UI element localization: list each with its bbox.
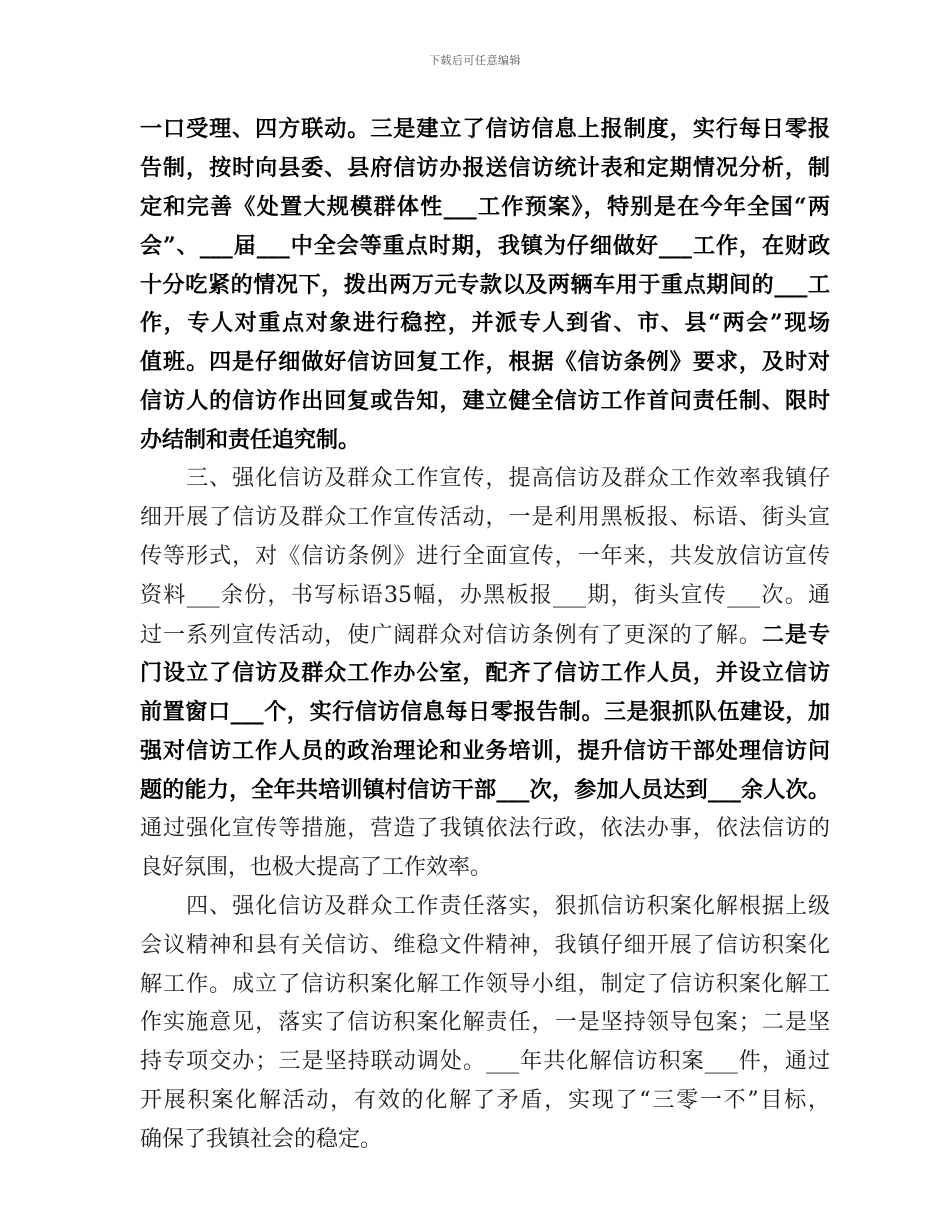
text-line: 持专项交办；三是坚持联动调处。___年共化解信访积案___件，通过 [140, 1049, 830, 1075]
document-body [140, 110, 830, 1160]
text-line: 解工作。成立了信访积案化解工作领导小组，制定了信访积案化解工 [140, 971, 830, 997]
text-line: 信访人的信访作出回复或告知，建立健全信访工作首问责任制、限时 [140, 388, 830, 415]
text-line: 确保了我镇社会的稳定。 [140, 1127, 383, 1153]
text-line: 细开展了信访及群众工作宣传活动，一是利用黑板报、标语、街头宣 [140, 504, 830, 530]
text-line: 通过强化宣传等措施，营造了我镇依法行政，依法办事，依法信访的 [140, 816, 830, 842]
text-line: 四、强化信访及群众工作责任落实，狠抓信访积案化解根据上级 [140, 893, 830, 919]
text-line [140, 616, 830, 655]
text-segment: 二是专 [761, 621, 830, 648]
text-line: 定和完善《处置大规模群体性___工作预案》，特别是在今年全国“两 [140, 193, 830, 220]
text-line: 传等形式，对《信访条例》进行全面宣传，一年来，共发放信访宣传 [140, 543, 830, 569]
text-line: 资料___余份，书写标语35幅，办黑板报___期，街头宣传___次。通 [140, 582, 830, 608]
text-line: 三、强化信访及群众工作宣传，提高信访及群众工作效率我镇仔 [140, 466, 830, 492]
page-header-note: 下载后可任意编辑 [429, 54, 521, 67]
text-line: 作，专人对重点对象进行稳控，并派专人到省、市、县“两会”现场 [140, 310, 830, 337]
text-line: 会议精神和县有关信访、维稳文件精神，我镇仔细开展了信访积案化 [140, 932, 830, 958]
text-line: 一口受理、四方联动。三是建立了信访信息上报制度，实行每日零报 [140, 116, 830, 142]
text-line: 题的能力，全年共培训镇村信访干部___次，参加人员达到___余人次。 [140, 777, 830, 804]
text-line: 良好氛围，也极大提高了工作效率。 [140, 854, 493, 880]
text-line: 前置窗口___个，实行信访信息每日零报告制。三是狠抓队伍建设，加 [140, 699, 830, 726]
text-line: 十分吃紧的情况下，拨出两万元专款以及两辆车用于重点期间的___工 [140, 271, 830, 298]
text-line: 开展积案化解活动，有效的化解了矛盾，实现了“三零一不”目标， [140, 1088, 830, 1114]
text-line: 门设立了信访及群众工作办公室，配齐了信访工作人员，并设立信访 [140, 660, 830, 687]
text-line: 强对信访工作人员的政治理论和业务培训，提升信访干部处理信访问 [140, 738, 830, 765]
text-line: 会”、___届___中全会等重点时期，我镇为仔细做好___工作，在财政 [140, 232, 830, 259]
text-segment: 过一系列宣传活动，使广阔群众对信访条例有了更深的了解。 [140, 622, 762, 648]
text-line: 值班。四是仔细做好信访回复工作，根据《信访条例》要求，及时对 [140, 349, 830, 376]
text-line: 作实施意见，落实了信访积案化解责任，一是坚持领导包案；二是坚 [140, 1010, 830, 1036]
text-line: 办结制和责任追究制。 [140, 427, 361, 454]
text-line: 告制，按时向县委、县府信访办报送信访统计表和定期情况分析，制 [140, 154, 830, 181]
